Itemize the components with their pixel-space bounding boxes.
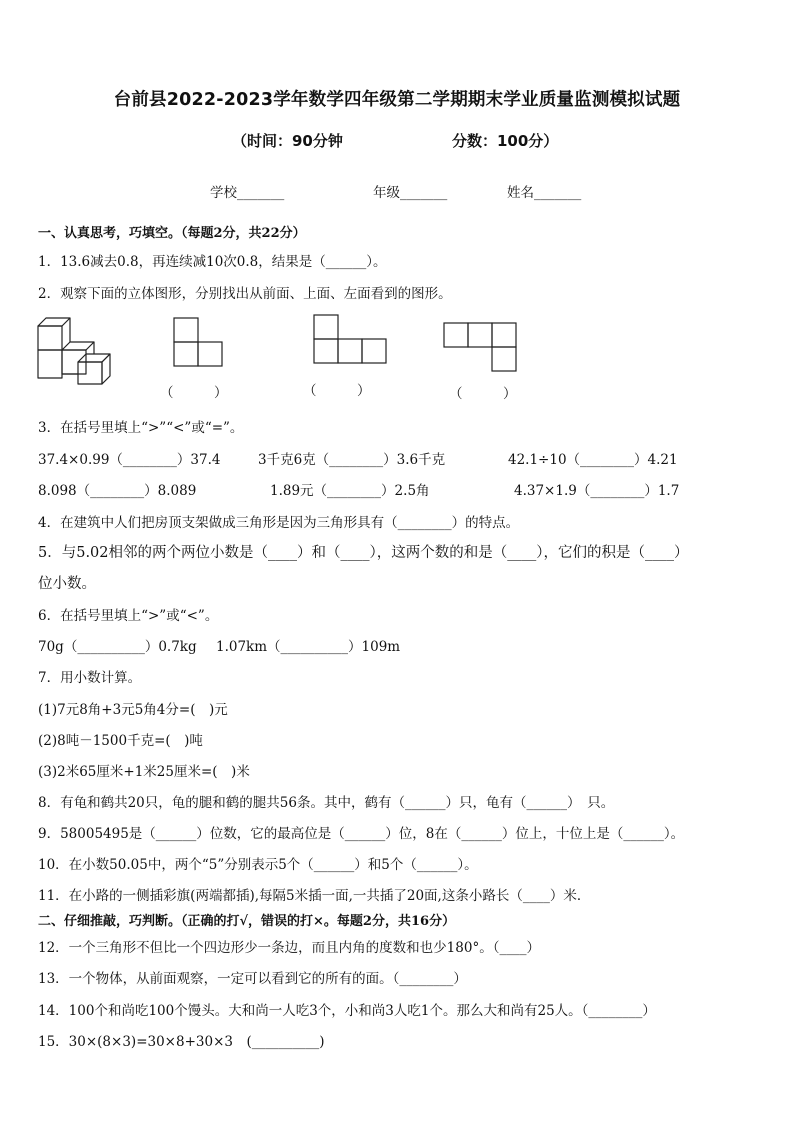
question-2: 2．观察下面的立体图形，分别找出从前面、上面、左面看到的图形。 bbox=[38, 286, 452, 302]
q3-item-3: 42.1÷10（________）4.21 bbox=[508, 452, 678, 468]
q6-item-2: 1.07km（__________）109m bbox=[216, 639, 401, 655]
page-title: 台前县2022-2023学年数学四年级第二学期期末学业质量监测模拟试题 bbox=[113, 90, 681, 110]
school-field[interactable]: 学校_______ bbox=[210, 185, 285, 201]
view-c-answer-blank[interactable]: （ ） bbox=[449, 386, 517, 402]
total-score: 分数：100分） bbox=[452, 132, 559, 150]
view-a-answer-blank[interactable]: （ ） bbox=[160, 385, 228, 401]
question-8: 8．有龟和鹤共20只，龟的腿和鹤的腿共56条。其中，鹤有（______）只，龟有（______） 只。 bbox=[38, 795, 615, 811]
question-13: 13．一个物体，从前面观察，一定可以看到它的所有的面。（________） bbox=[38, 971, 467, 987]
question-3: 3．在括号里填上“>”“<”或“=”。 bbox=[38, 420, 244, 436]
question-11: 11．在小路的一侧插彩旗(两端都插),每隔5米插一面,一共插了20面,这条小路长（____）米． bbox=[38, 888, 591, 904]
q3-item-4: 8.098（________）8.089 bbox=[38, 483, 197, 499]
section-2-heading: 二、仔细推敲，巧判断。（正确的打√，错误的打×。每题2分，共16分） bbox=[38, 914, 456, 929]
name-field[interactable]: 姓名_______ bbox=[507, 185, 582, 201]
q3-item-2: 3千克6克（________）3.6千克 bbox=[258, 452, 446, 468]
section-1-heading: 一、认真思考，巧填空。（每题2分，共22分） bbox=[38, 226, 306, 241]
question-6: 6．在括号里填上“>”或“<”。 bbox=[38, 608, 219, 624]
question-14: 14．100个和尚吃100个馒头。大和尚一人吃3个，小和尚3人吃1个。那么大和尚有25人。（________） bbox=[38, 1003, 656, 1019]
question-1: 1．13.6减去0.8，再连续减10次0.8，结果是（______）。 bbox=[38, 254, 387, 270]
q3-item-6: 4.37×1.9（________）1.7 bbox=[514, 483, 680, 499]
view-b-answer-blank[interactable]: （ ） bbox=[303, 383, 371, 399]
grade-field[interactable]: 年级_______ bbox=[373, 185, 448, 201]
q3-item-5: 1.89元（________）2.5角 bbox=[270, 483, 430, 499]
view-figure-c bbox=[442, 321, 522, 375]
question-7: 7．用小数计算。 bbox=[38, 670, 142, 686]
q7-item-1: (1)7元8角+3元5角4分=( )元 bbox=[38, 702, 228, 718]
question-12: 12．一个三角形不但比一个四边形少一条边，而且内角的度数和也少180°。（____） bbox=[38, 940, 540, 956]
question-5-continued: 位小数。 bbox=[38, 576, 96, 592]
question-5: 5．与5.02相邻的两个两位小数是（____）和（____），这两个数的和是（____），它们的积是（____） bbox=[38, 545, 689, 561]
q3-item-1: 37.4×0.99（________）37.4 bbox=[38, 452, 221, 468]
view-figure-a bbox=[172, 316, 226, 370]
question-15: 15．30×(8×3)=30×8+30×3 (__________) bbox=[38, 1034, 325, 1050]
q6-item-1: 70g（__________）0.7kg bbox=[38, 639, 197, 655]
q7-item-2: (2)8吨－1500千克=( )吨 bbox=[38, 733, 203, 749]
time-limit: （时间：90分钟 bbox=[232, 132, 343, 150]
question-4: 4．在建筑中人们把房顶支架做成三角形是因为三角形具有（________）的特点。 bbox=[38, 515, 520, 531]
cube-solid-figure bbox=[36, 314, 126, 386]
question-9: 9．58005495是（______）位数，它的最高位是（______）位，8在（______）位上，十位上是（______）。 bbox=[38, 826, 685, 842]
view-figure-b bbox=[312, 313, 392, 367]
question-10: 10．在小数50.05中，两个“5”分别表示5个（______）和5个（______）。 bbox=[38, 857, 478, 873]
q7-item-3: (3)2米65厘米+1米25厘米=( )米 bbox=[38, 764, 250, 780]
